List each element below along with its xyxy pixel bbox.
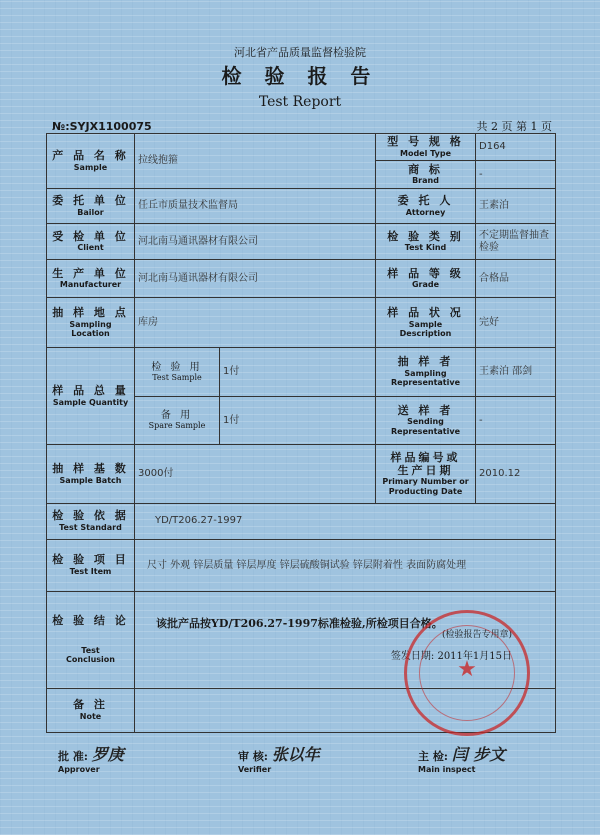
client-label: 受 检 单 位 Client bbox=[47, 224, 135, 260]
sampling-location-label: 抽 样 地 点 Sampling Location bbox=[47, 297, 135, 347]
bailor-label: 委 托 单 位 Bailor bbox=[47, 188, 135, 224]
bailor-value: 任丘市质量技术监督局 bbox=[135, 188, 376, 224]
manufacturer-value: 河北南马通讯器材有限公司 bbox=[135, 260, 376, 298]
test-standard-value: YD/T206.27-1997 bbox=[135, 503, 556, 539]
approver-block bbox=[58, 742, 124, 774]
grade-label: 样 品 等 级 Grade bbox=[376, 260, 476, 298]
issuer-name: 河北省产品质量监督检验院 bbox=[234, 46, 366, 59]
verifier-label: 审 核: bbox=[238, 750, 268, 763]
sample-quantity-label: 样 品 总 量 Sample Quantity bbox=[47, 348, 135, 445]
report-title-en: Test Report bbox=[258, 94, 342, 110]
spare-sample-label: 备 用 Spare Sample bbox=[135, 396, 220, 444]
attorney-value: 王素泊 bbox=[476, 188, 556, 224]
attorney-label: 委 托 人 Attorney bbox=[376, 188, 476, 224]
main-inspect-block bbox=[418, 742, 505, 774]
primary-number-label: 样品编号或 生产日期 Primary Number or Producting Date bbox=[376, 444, 476, 503]
page-info: 共 2 页 第 1 页 bbox=[476, 120, 552, 133]
main-inspect-label: 主 检: bbox=[418, 750, 448, 763]
brand-value: - bbox=[476, 161, 556, 188]
verifier-signature: 张以年 bbox=[271, 745, 320, 764]
approver-signature: 罗庚 bbox=[91, 745, 124, 764]
test-kind-label: 检 验 类 别 Test Kind bbox=[376, 224, 476, 260]
test-item-label: 检 验 项 目 Test Item bbox=[47, 539, 135, 592]
sample-batch-label: 抽 样 基 数 Sample Batch bbox=[47, 444, 135, 503]
seal-star-icon: ★ bbox=[457, 657, 477, 682]
test-kind-value: 不定期监督抽查检验 bbox=[476, 224, 556, 260]
test-item-value: 尺寸 外观 锌层质量 锌层厚度 锌层硫酸铜试验 锌层附着性 表面防腐处理 bbox=[135, 539, 556, 592]
approver-label: 批 准: bbox=[58, 750, 88, 763]
verifier-block bbox=[238, 742, 320, 774]
test-sample-value: 1付 bbox=[220, 348, 376, 396]
report-number: №:SYJX1100075 bbox=[52, 120, 152, 133]
sampling-rep-label: 抽 样 者 Sampling Representative bbox=[376, 348, 476, 396]
sample-value: 拉线抱箍 bbox=[135, 134, 376, 189]
conclusion-stamp-note: (检验报告专用章) bbox=[441, 630, 512, 641]
conclusion-label: 检 验 结 论 Test Conclusion bbox=[47, 592, 135, 689]
client-value: 河北南马通讯器材有限公司 bbox=[135, 224, 376, 260]
main-inspect-signature: 闫 步文 bbox=[451, 745, 506, 764]
approver-label-en: Approver bbox=[58, 765, 100, 774]
primary-number-value: 2010.12 bbox=[476, 444, 556, 503]
report-title-cn: 检 验 报 告 bbox=[221, 64, 379, 88]
conclusion-value: 该批产品按YD/T206.27-1997标准检验,所检项目合格。 bbox=[156, 616, 443, 630]
issue-date: 签发日期: 2011年1月15日 bbox=[390, 650, 512, 662]
note-label: 备 注 Note bbox=[47, 688, 135, 732]
sample-description-value: 完好 bbox=[476, 297, 556, 347]
grade-value: 合格品 bbox=[476, 260, 556, 298]
test-standard-label: 检 验 依 据 Test Standard bbox=[47, 503, 135, 539]
inspection-seal bbox=[404, 610, 530, 736]
sampling-rep-value: 王素泊 邵剑 bbox=[476, 348, 556, 396]
sending-rep-label: 送 样 者 Sending Representative bbox=[376, 396, 476, 444]
model-type-label: 型 号 规 格 Model Type bbox=[376, 134, 476, 161]
model-type-value: D164 bbox=[476, 134, 556, 161]
sampling-location-value: 库房 bbox=[135, 297, 376, 347]
sample-label: 产 品 名 称 Sample bbox=[47, 134, 135, 189]
sample-batch-value: 3000付 bbox=[135, 444, 376, 503]
test-sample-label: 检 验 用 Test Sample bbox=[135, 348, 220, 396]
verifier-label-en: Verifier bbox=[238, 765, 272, 774]
sending-rep-value: - bbox=[476, 396, 556, 444]
manufacturer-label: 生 产 单 位 Manufacturer bbox=[47, 260, 135, 298]
sample-description-label: 样 品 状 况 Sample Description bbox=[376, 297, 476, 347]
main-inspect-label-en: Main inspect bbox=[418, 765, 476, 774]
brand-label: 商 标 Brand bbox=[376, 161, 476, 188]
spare-sample-value: 1付 bbox=[220, 396, 376, 444]
